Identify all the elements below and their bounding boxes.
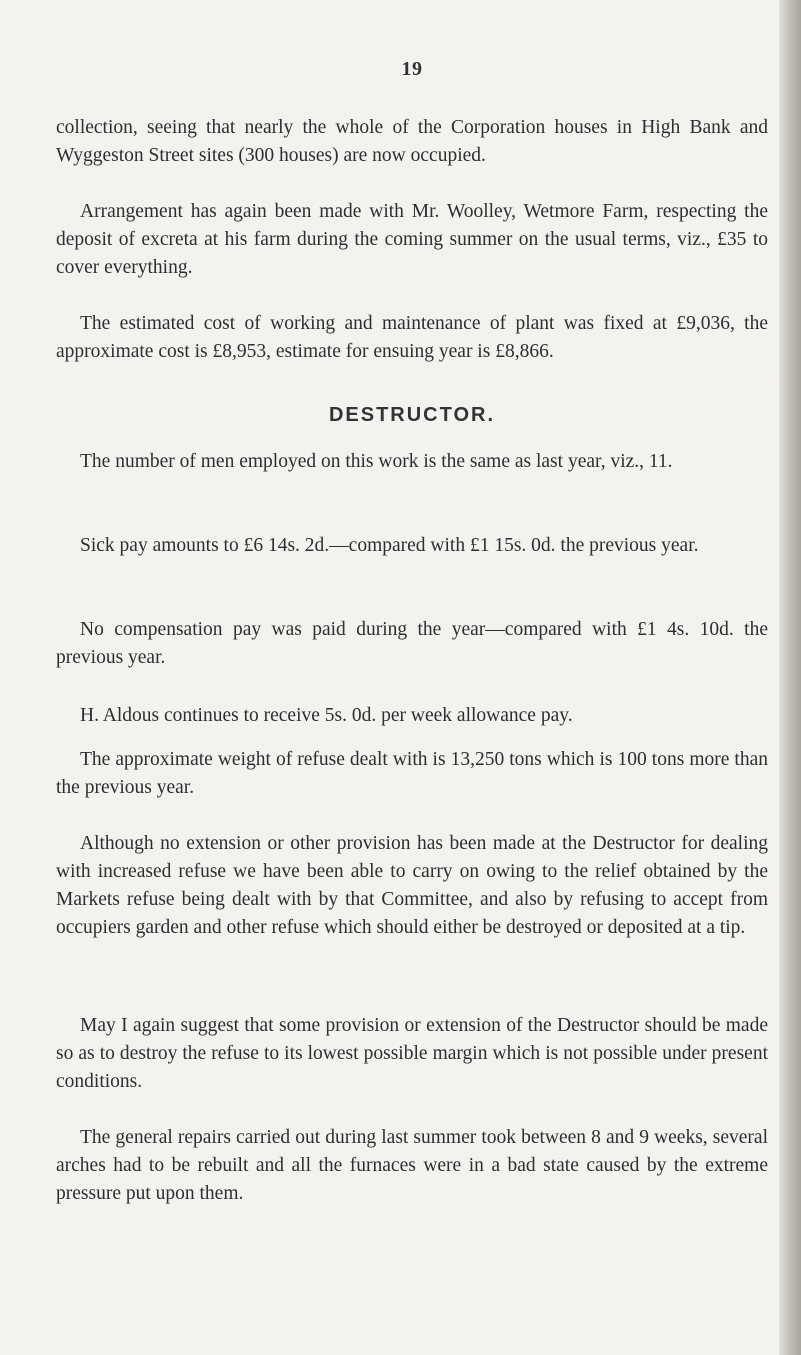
sick-pay-block — [56, 532, 768, 560]
top-text-block — [56, 114, 768, 170]
arrangement-block — [56, 198, 768, 282]
paragraph-refuse-weight: The approximate weight of refuse dealt with is 13,250 tons which is 100 tons more than the previous year. — [56, 749, 768, 798]
paragraph-arrangement: Arrangement has again been made with Mr. Woolley, Wetmore Farm, respecting the deposit of excreta at his farm during the coming summer on the usual terms, viz., £35 to cover everything. — [56, 201, 768, 278]
compensation-block — [56, 616, 768, 672]
refuse-weight-block — [56, 746, 768, 802]
paragraph-repairs: The general repairs carried out during last summer took between 8 and 9 weeks, several arches had to be rebuilt and all the furnaces were in a bad state caused by the extreme pressure put upon them. — [56, 1127, 768, 1204]
paragraph-men-employed: The number of men employed on this work is the same as last year, viz., 11. — [80, 451, 673, 472]
page-edge-shadow — [779, 0, 801, 1355]
paragraph-extension: Although no extension or other provision has been made at the Destructor for dealing with increased refuse we have been able to carry on owing to the relief obtained by the Markets refuse being dealt with by that Committee, and also by refusing to accept from occupiers garden and other refuse which should either be destroyed or deposited at a tip. — [56, 833, 768, 938]
aldous-block — [56, 702, 768, 730]
paragraph-sick-pay: Sick pay amounts to £6 14s. 2d.—compared with £1 15s. 0d. the previous year. — [80, 535, 699, 556]
paragraph-estimate: The estimated cost of working and maintenance of plant was fixed at £9,036, the approximate cost is £8,953, estimate for ensuing year is £8,866. — [56, 313, 768, 362]
page-number: 19 — [401, 58, 423, 80]
paragraph-suggestion: May I again suggest that some provision or extension of the Destructor should be made so as to destroy the refuse to its lowest possible margin which is not possible under present conditions. — [56, 1015, 768, 1092]
paragraph-compensation: No compensation pay was paid during the year—compared with £1 4s. 10d. the previous year. — [56, 619, 768, 668]
section-heading-destructor: DESTRUCTOR. — [328, 404, 496, 426]
paragraph-aldous: H. Aldous continues to receive 5s. 0d. per week allowance pay. — [80, 705, 573, 726]
suggestion-block — [56, 1012, 768, 1096]
repairs-block — [56, 1124, 768, 1208]
paragraph-collection: collection, seeing that nearly the whole of the Corporation houses in High Bank and Wyggeston Street sites (300 houses) are now occupied. — [56, 117, 768, 166]
estimate-block — [56, 310, 768, 366]
extension-block — [56, 830, 768, 942]
men-employed-block — [56, 448, 768, 476]
